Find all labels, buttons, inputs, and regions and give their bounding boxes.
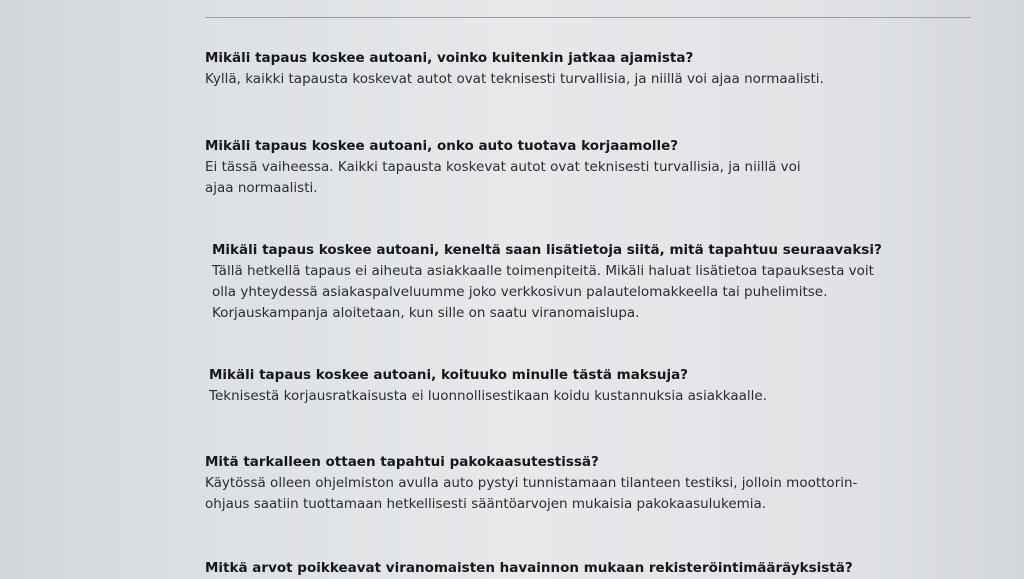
faq-answer <box>209 386 767 407</box>
answer-line: Korjauskampanja aloitetaan, kun sille on saatu viranomaislupa. <box>212 305 640 321</box>
faq-answer <box>205 473 857 515</box>
faq-item <box>205 452 857 515</box>
faq-answer <box>205 157 801 199</box>
answer-line: olla yhteydessä asiakaspalveluumme joko verkkosivun palautelomakkeella tai puhelimitse. <box>212 284 828 300</box>
answer-line: Käytössä olleen ohjelmiston avulla auto pystyi tunnistamaan tilanteen testiksi, jolloin moottorin- <box>205 475 858 491</box>
faq-question: Mitä tarkalleen ottaen tapahtui pakokaasutestissä? <box>205 454 599 470</box>
faq-item <box>212 240 882 324</box>
answer-line: Ei tässä vaiheessa. Kaikki tapausta koskevat autot ovat teknisesti turvallisia, ja niillä voi <box>205 159 801 175</box>
faq-question: Mikäli tapaus koskee autoani, voinko kuitenkin jatkaa ajamista? <box>205 50 694 66</box>
answer-line: Teknisestä korjausratkaisusta ei luonnollisestikaan koidu kustannuksia asiakkaalle. <box>209 388 768 404</box>
faq-item <box>209 365 767 407</box>
faq-item <box>205 136 801 199</box>
answer-line: Kyllä, kaikki tapausta koskevat autot ovat teknisesti turvallisia, ja niillä voi ajaa normaalisti. <box>205 71 824 87</box>
faq-question: Mikäli tapaus koskee autoani, koituuko minulle tästä maksuja? <box>209 367 689 383</box>
faq-answer <box>212 261 882 324</box>
answer-line: ajaa normaalisti. <box>205 180 318 196</box>
faq-question: Mitkä arvot poikkeavat viranomaisten havainnon mukaan rekisteröintimääräyksistä? <box>205 560 853 576</box>
answer-line: ohjaus saatiin tuottamaan hetkellisesti sääntöarvojen mukaisia pakokaasulukemia. <box>205 496 767 512</box>
top-divider <box>205 17 971 18</box>
faq-question: Mikäli tapaus koskee autoani, onko auto tuotava korjaamolle? <box>205 138 679 154</box>
faq-question: Mikäli tapaus koskee autoani, keneltä saan lisätietoja siitä, mitä tapahtuu seuraavaksi? <box>212 242 882 258</box>
answer-line: Tällä hetkellä tapaus ei aiheuta asiakkaalle toimenpiteitä. Mikäli haluat lisätietoa tapauksesta voit <box>212 263 874 279</box>
faq-answer <box>205 69 824 90</box>
faq-item <box>205 48 824 90</box>
